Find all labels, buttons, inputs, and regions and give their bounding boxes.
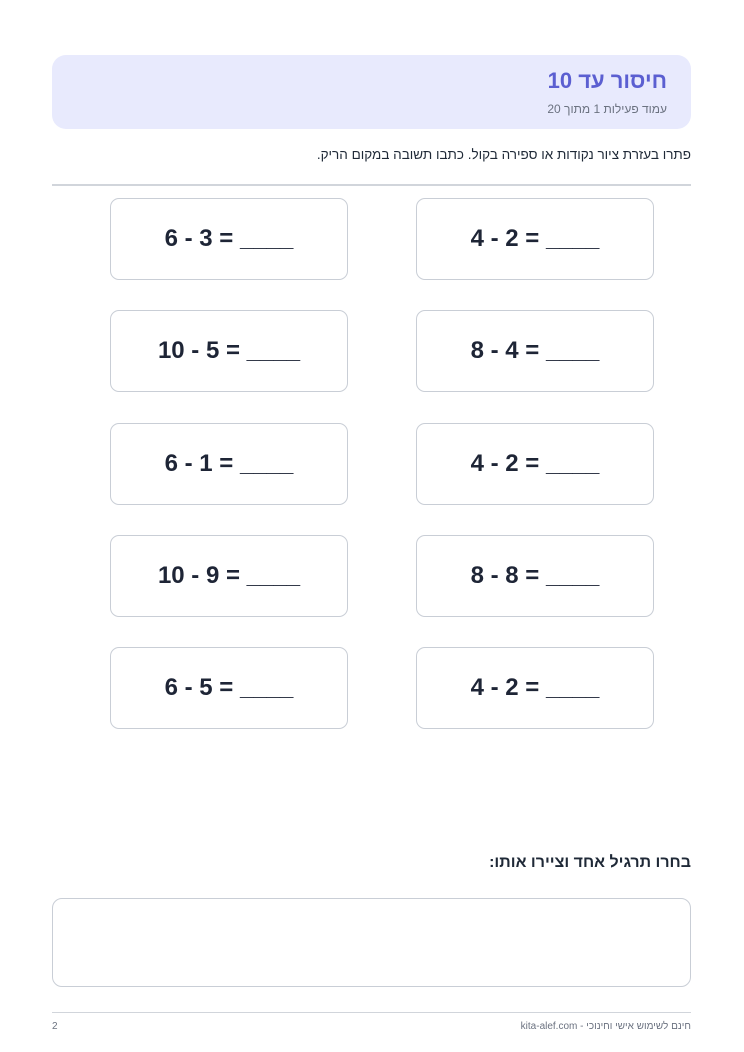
exercise-card xyxy=(416,535,654,617)
exercise-equation: 6 - 3 = ____ xyxy=(164,225,294,252)
exercise-card xyxy=(416,198,654,280)
page-title: חיסור עד 10 xyxy=(547,68,667,93)
exercise-card xyxy=(416,647,654,729)
exercise-equation: 8 - 4 = ____ xyxy=(470,337,600,364)
exercise-equation: 4 - 2 = ____ xyxy=(470,225,600,252)
header-card xyxy=(52,55,691,129)
footer-divider xyxy=(52,1012,691,1013)
page-subtitle: עמוד פעילות 1 מתוך 20 xyxy=(547,102,667,116)
exercise-card xyxy=(416,423,654,505)
exercise-equation: 10 - 5 = ____ xyxy=(157,337,301,364)
exercise-equation: 6 - 5 = ____ xyxy=(164,674,294,701)
exercise-card xyxy=(110,535,348,617)
exercise-equation: 8 - 8 = ____ xyxy=(470,562,600,589)
exercise-equation: 10 - 9 = ____ xyxy=(157,562,301,589)
exercise-card xyxy=(416,310,654,392)
instructions-text: פתרו בעזרת ציור נקודות או ספירה בקול. כתבו תשובה במקום הריק. xyxy=(316,147,691,162)
footer-text: חינם לשימוש אישי וחינוכי - kita-alef.com xyxy=(520,1021,691,1032)
exercise-card xyxy=(110,423,348,505)
drawing-area[interactable] xyxy=(52,898,691,987)
exercise-card xyxy=(110,198,348,280)
exercise-card xyxy=(110,647,348,729)
page-number: 2 xyxy=(52,1021,58,1032)
exercise-equation: 6 - 1 = ____ xyxy=(164,450,294,477)
exercise-equation: 4 - 2 = ____ xyxy=(470,674,600,701)
exercise-equation: 4 - 2 = ____ xyxy=(470,450,600,477)
divider xyxy=(52,184,691,186)
exercise-card xyxy=(110,310,348,392)
draw-section-label: בחרו תרגיל אחד וציירו אותו: xyxy=(489,854,691,871)
